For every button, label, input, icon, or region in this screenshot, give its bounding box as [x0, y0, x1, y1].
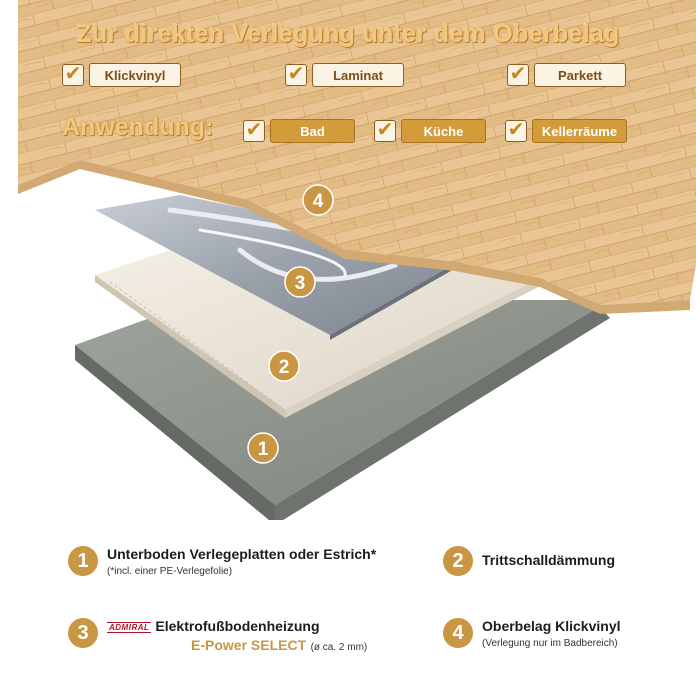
layer-marker-4 [303, 185, 333, 215]
legend-number: 4 [443, 618, 473, 648]
application-kellerraeume [505, 119, 627, 143]
legend-number: 2 [443, 546, 473, 576]
legend-title: Oberbelag Klickvinyl [482, 618, 621, 634]
legend-number: 1 [68, 546, 98, 576]
legend-item-2 [443, 546, 615, 576]
check-icon: ✔ [505, 120, 527, 142]
legend-note: (Verlegung nur im Badbereich) [482, 638, 618, 649]
application-kueche [374, 119, 486, 143]
check-icon: ✔ [62, 64, 84, 86]
admiral-logo: ADMIRAL [109, 622, 150, 632]
legend-item-4 [443, 618, 621, 649]
layer-marker-2 [269, 351, 299, 381]
svg-text:2: 2 [278, 357, 290, 378]
check-icon: ✔ [243, 120, 265, 142]
legend-title: Elektrofußbodenheizung [155, 618, 320, 634]
headline: Zur direkten Verlegung unter dem Oberbelag [76, 20, 620, 48]
legend-item-1 [68, 546, 376, 577]
legend-item-3 [68, 618, 367, 655]
application-label: Bad [270, 119, 355, 143]
application-label: Küche [401, 119, 486, 143]
legend-note: (*incl. einer PE-Verlegefolie) [107, 566, 233, 577]
check-icon: ✔ [507, 64, 529, 86]
layer-marker-3 [285, 267, 315, 297]
layer-marker-1 [248, 433, 278, 463]
svg-text:1: 1 [257, 439, 269, 460]
legend-title: Unterboden Verlegeplatten oder Estrich* [107, 546, 377, 562]
application-bad [243, 119, 355, 143]
anwendung-label: Anwendung: [62, 113, 214, 141]
floor-type-label: Parkett [534, 63, 626, 87]
legend-spec: (ø ca. 2 mm) [310, 642, 368, 653]
check-icon: ✔ [285, 64, 307, 86]
legend-product: E-Power SELECT [191, 637, 307, 653]
legend-title: Trittschalldämmung [482, 552, 616, 568]
svg-text:4: 4 [312, 191, 324, 212]
floor-type-label: Klickvinyl [89, 63, 181, 87]
floor-type-label: Laminat [312, 63, 404, 87]
application-label: Kellerräume [532, 119, 627, 143]
floor-type-klickvinyl [62, 63, 181, 87]
floor-type-parkett [507, 63, 626, 87]
svg-text:3: 3 [294, 273, 306, 294]
floor-type-laminat [285, 63, 404, 87]
legend-number: 3 [68, 618, 98, 648]
check-icon: ✔ [374, 120, 396, 142]
